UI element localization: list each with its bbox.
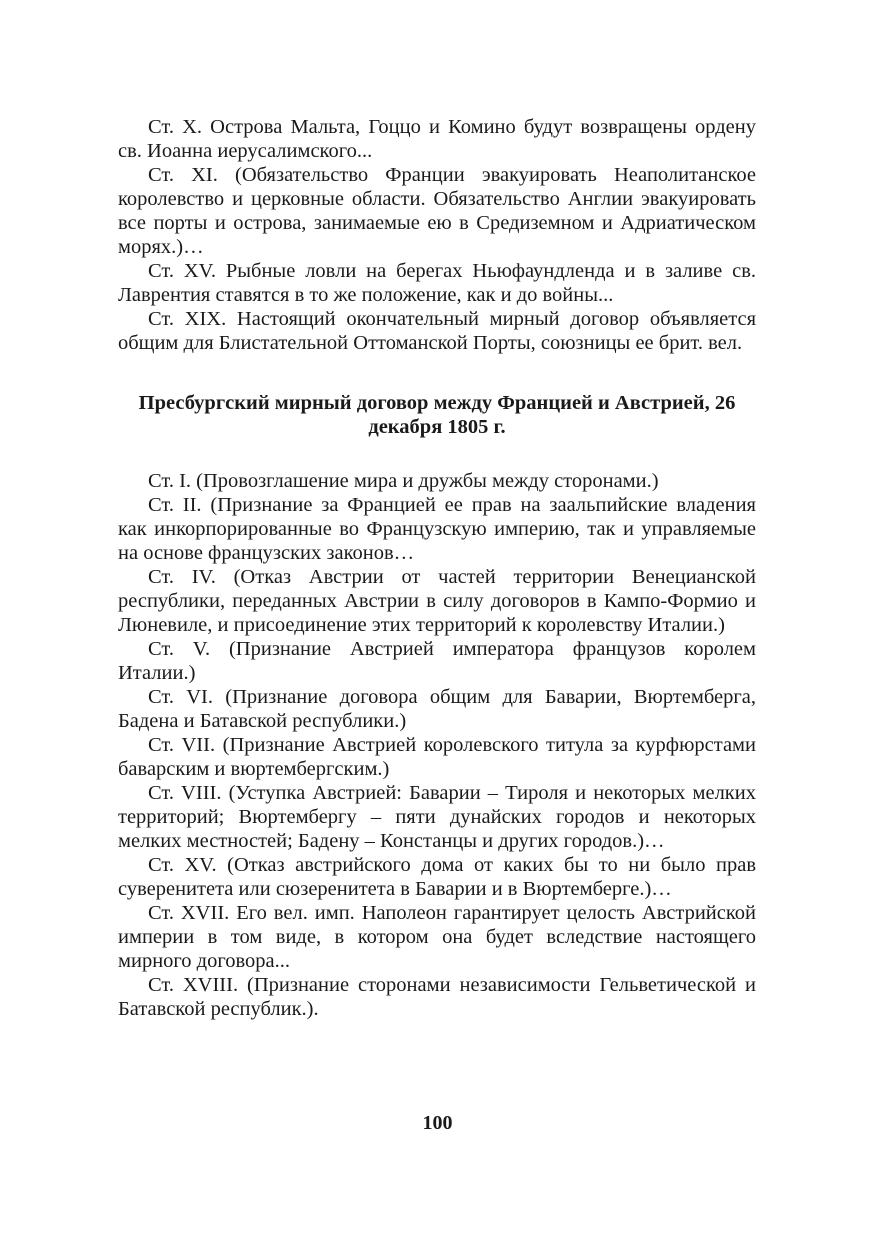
article-paragraph: Ст. XV. Рыбные ловли на берегах Ньюфаундленда и в заливе св. Лаврентия ставятся в то же положение, как и до войны...	[118, 260, 756, 306]
article-paragraph: Ст. II. (Признание за Францией ее прав на заальпийские владения как инкорпорированные во Французскую империю, так и управляемые на основе французских законов…	[118, 494, 756, 564]
page-number: 100	[422, 1112, 453, 1134]
article-paragraph: Ст. XVIII. (Признание сторонами независимости Гельветической и Батавской республик.).	[118, 974, 756, 1020]
section-articles-previous-treaty	[118, 115, 756, 355]
article-paragraph: Ст. XIX. Настоящий окончательный мирный договор объявляется общим для Блистательной Оттоманской Порты, союзницы ее брит. вел.	[118, 308, 756, 354]
article-paragraph: Ст. VI. (Признание договора общим для Баварии, Вюртемберга, Бадена и Батавской республики.)	[118, 686, 756, 732]
article-paragraph: Ст. IV. (Отказ Австрии от частей территории Венецианской республики, переданных Австрии в силу договоров в Кампо-Формио и Люневиле, и присоединение этих территорий к королевству Италии.)	[118, 566, 756, 636]
article-paragraph: Ст. VII. (Признание Австрией королевского титула за курфюрстами баварским и вюртембергским.)	[118, 734, 756, 780]
article-paragraph: Ст. XI. (Обязательство Франции эвакуировать Неаполитанское королевство и церковные области. Обязательство Англии эвакуировать все порты и острова, занимаемые ею в Средиземном и Адриатическом морях.)…	[118, 164, 756, 258]
article-paragraph: Ст. X. Острова Мальта, Гоццо и Комино будут возвращены ордену св. Иоанна иерусалимского...	[118, 116, 756, 162]
article-paragraph: Ст. XVII. Его вел. имп. Наполеон гарантирует целость Австрийской империи в том виде, в котором она будет вследствие настоящего мирного договора...	[118, 902, 756, 972]
article-paragraph: Ст. XV. (Отказ австрийского дома от каких бы то ни было прав суверенитета или сюзеренитета в Баварии и в Вюртемберге.)…	[118, 854, 756, 900]
article-paragraph: Ст. VIII. (Уступка Австрией: Баварии – Тироля и некоторых мелких территорий; Вюртембергу – пяти дунайских городов и некоторых мелких местностей; Бадену – Констанцы и других городов.)…	[118, 782, 756, 852]
article-paragraph: Ст. V. (Признание Австрией императора французов королем Италии.)	[118, 638, 756, 684]
article-paragraph: Ст. I. (Провозглашение мира и дружбы между сторонами.)	[148, 470, 659, 492]
section-heading: Пресбургский мирный договор между Францией и Австрией, 26 декабря 1805 г.	[138, 392, 736, 438]
section-pressburg-treaty	[118, 469, 756, 1021]
document-page	[118, 115, 756, 1021]
